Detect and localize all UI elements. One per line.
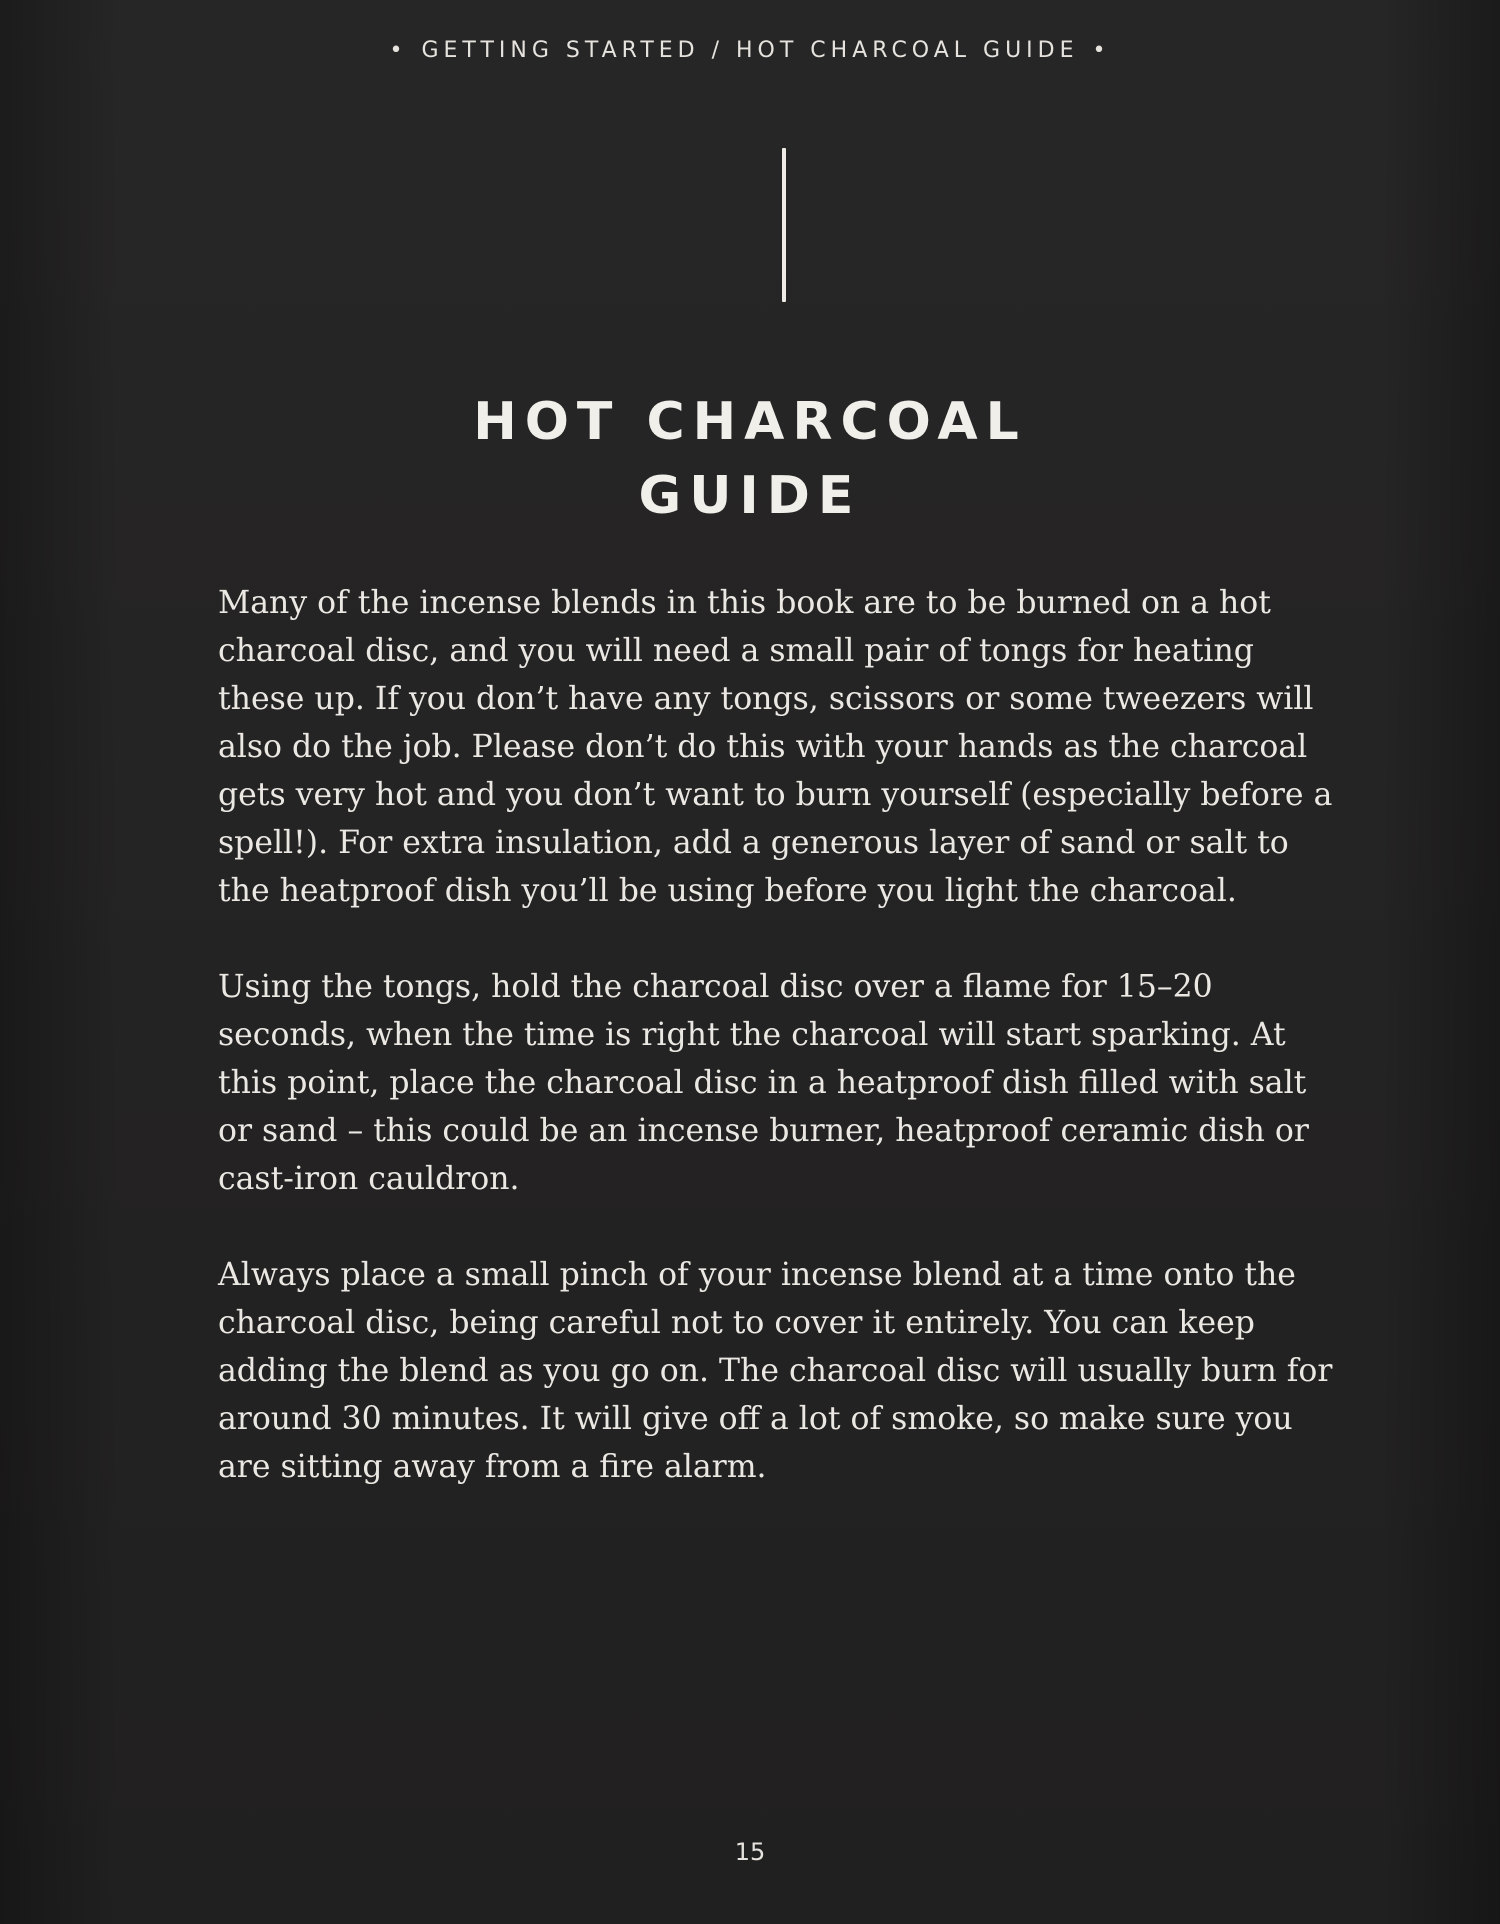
paragraph-1: Many of the incense blends in this book are to be burned on a hot charcoal disc, and you will need a small pair of tongs for heating these up. If you don’t have any tongs, scissors or some tweezers will also do the job. Please don’t do this with your hands as the charcoal gets very hot and you don’t want to burn yourself (especially before a spell!). For extra insulation, add a generous layer of sand or salt to the heatproof dish you’ll be using before you light the charcoal. — [218, 585, 1333, 909]
running-head — [0, 38, 1500, 63]
body-text — [218, 579, 1334, 1539]
page-number: 15 — [734, 1838, 766, 1866]
page-title — [0, 385, 1500, 533]
breadcrumb: GETTING STARTED / HOT CHARCOAL GUIDE — [421, 38, 1079, 63]
title-line-2: GUIDE — [638, 465, 862, 526]
paragraph-2: Using the tongs, hold the charcoal disc over a flame for 15–20 seconds, when the time is right the charcoal will start sparking. At this point, place the charcoal disc in a heatproof dish filled with salt or sand – this could be an incense burner, heatproof ceramic dish or cast-iron cauldron. — [218, 969, 1309, 1197]
vertical-rule — [782, 148, 786, 302]
bullet-left: • — [389, 38, 408, 63]
bullet-right: • — [1092, 38, 1111, 63]
title-line-1: HOT CHARCOAL — [473, 391, 1027, 452]
paragraph-3: Always place a small pinch of your incense blend at a time onto the charcoal disc, being careful not to cover it entirely. You can keep adding the blend as you go on. The charcoal disc will usually burn for around 30 minutes. It will give off a lot of smoke, so make sure you are sitting away from a fire alarm. — [218, 1257, 1333, 1485]
